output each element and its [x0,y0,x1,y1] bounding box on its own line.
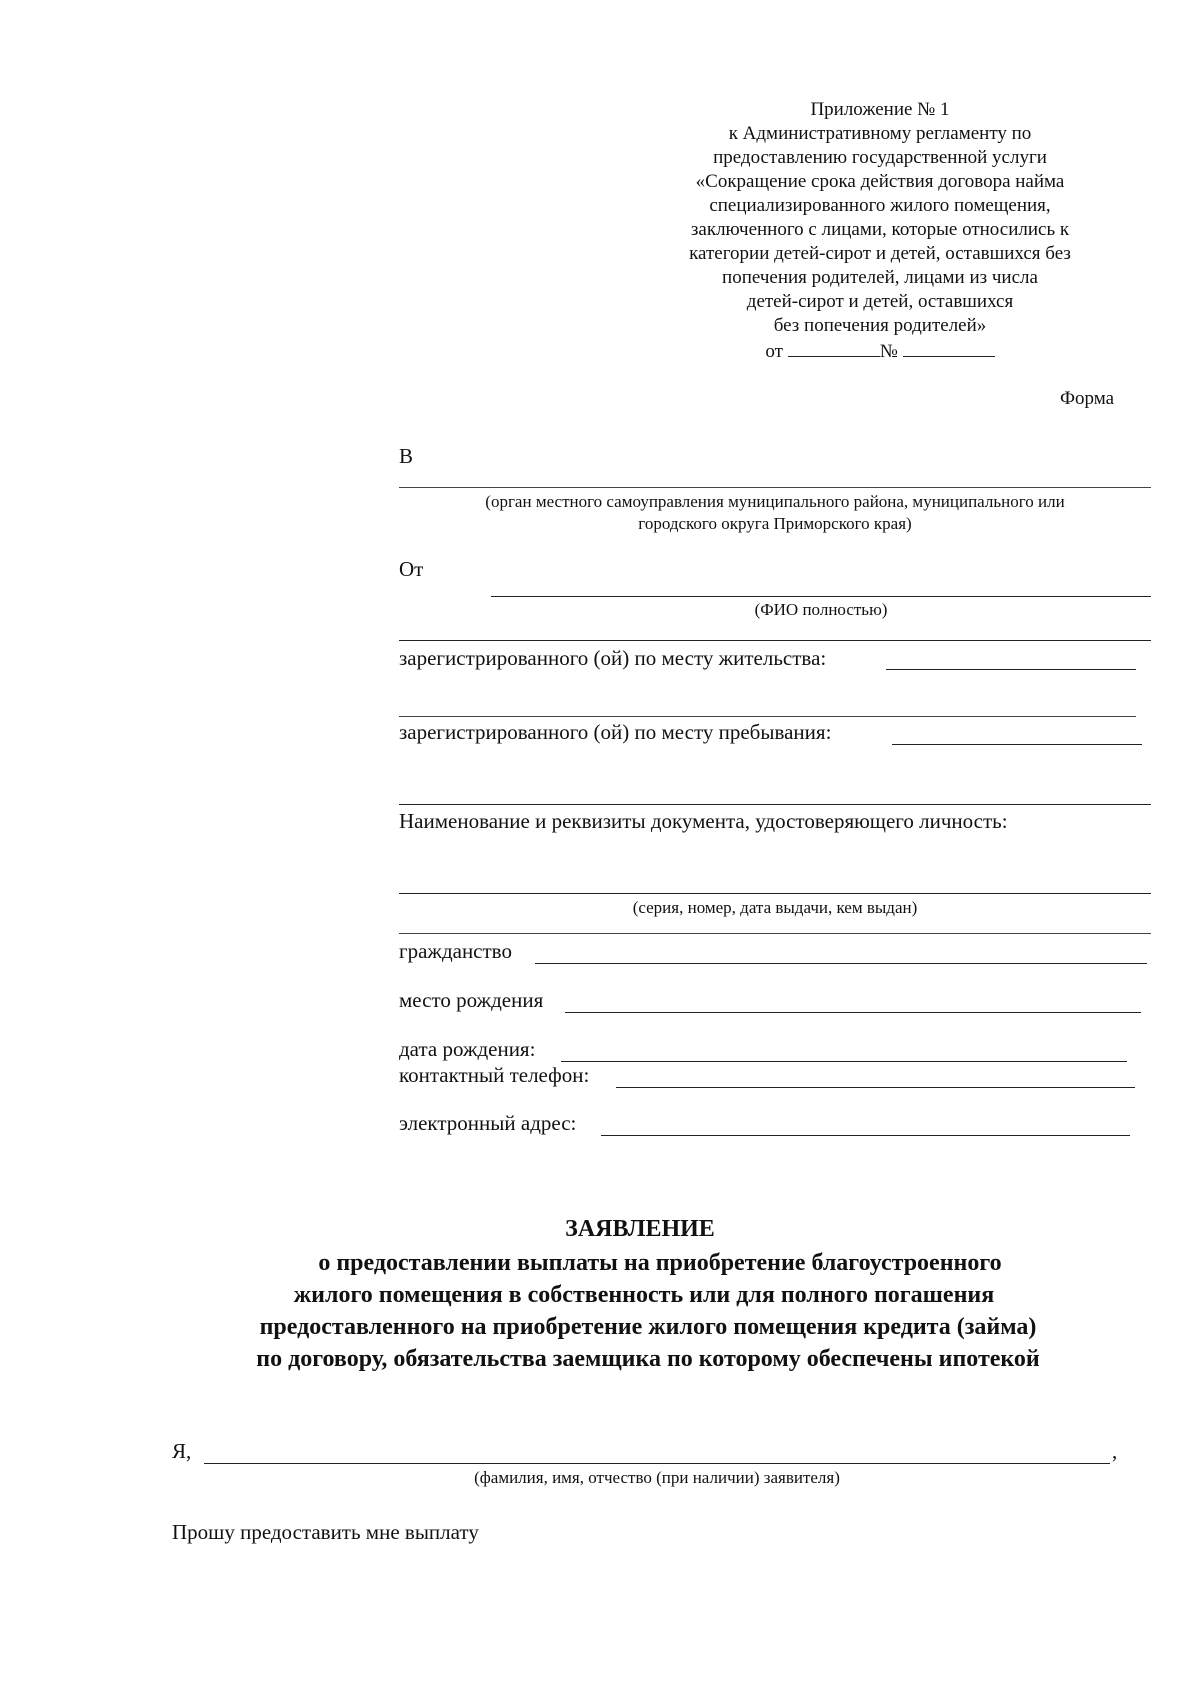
form-label: Форма [1060,388,1115,409]
email-label: электронный адрес: [399,1111,577,1135]
number-sign: № [879,341,898,362]
header-line: Приложение № 1 [810,99,950,120]
to-field-line[interactable] [399,487,1151,488]
header-line: к Административному регламенту по [728,123,1032,144]
statement-line: о предоставлении выплаты на приобретение благоустроенного [318,1250,1002,1276]
birthdate-label: дата рождения: [399,1037,536,1061]
date-prefix: от [765,341,783,362]
statement-line: жилого помещения в собственность или для полного погашения [293,1282,995,1308]
phone-label: контактный телефон: [399,1063,590,1087]
header-line: детей-сирот и детей, оставшихся [746,291,1014,312]
applicant-name-line[interactable] [204,1463,1110,1464]
email-field-line[interactable] [601,1135,1130,1136]
id-doc-field-line[interactable] [399,893,1151,894]
id-doc-extra-line[interactable] [399,933,1151,934]
header-line: специализированного жилого помещения, [709,195,1051,216]
stay-label: зарегистрированного (ой) по месту пребывания: [399,720,832,744]
residence-field-line[interactable] [886,669,1136,670]
request-text: Прошу предоставить мне выплату [172,1520,479,1544]
header-line: категории детей-сирот и детей, оставшихся без [689,243,1071,264]
id-doc-hint: (серия, номер, дата выдачи, кем выдан) [632,898,918,917]
to-hint-line1: (орган местного самоуправления муниципального района, муниципального или [485,492,1065,511]
birthplace-label: место рождения [399,988,544,1012]
header-date-number [620,338,1140,364]
applicant-hint: (фамилия, имя, отчество (при наличии) заявителя) [474,1468,840,1487]
phone-field-line[interactable] [616,1087,1135,1088]
header-line: «Сокращение срока действия договора найма [695,171,1065,192]
number-blank[interactable] [903,338,995,357]
birthplace-field-line[interactable] [565,1012,1141,1013]
statement-title: ЗАЯВЛЕНИЕ [565,1216,715,1242]
citizenship-label: гражданство [399,939,512,963]
from-label: От [399,557,424,581]
stay-extra-line[interactable] [399,804,1151,805]
header-line: попечения родителей, лицами из числа [722,267,1038,288]
stay-field-line[interactable] [892,744,1142,745]
to-label: В [399,444,414,468]
residence-extra-line[interactable] [399,716,1136,717]
date-blank[interactable] [788,338,880,357]
residence-label: зарегистрированного (ой) по месту жительства: [399,646,827,670]
header-line: предоставлению государственной услуги [713,147,1047,168]
from-hint: (ФИО полностью) [754,600,888,619]
header-line: заключенного с лицами, которые относились к [690,219,1070,240]
citizenship-field-line[interactable] [535,963,1147,964]
from-extra-line[interactable] [399,640,1151,641]
statement-line: по договору, обязательства заемщика по которому обеспечены ипотекой [256,1346,1040,1372]
from-field-line[interactable] [491,596,1151,597]
applicant-suffix: , [1112,1439,1118,1463]
applicant-prefix: Я, [172,1439,192,1463]
id-doc-label: Наименование и реквизиты документа, удостоверяющего личность: [399,809,1008,833]
birthdate-field-line[interactable] [561,1061,1127,1062]
header-line: без попечения родителей» [773,315,987,336]
to-hint-line2: городского округа Приморского края) [638,514,912,533]
statement-line: предоставленного на приобретение жилого помещения кредита (займа) [259,1314,1037,1340]
